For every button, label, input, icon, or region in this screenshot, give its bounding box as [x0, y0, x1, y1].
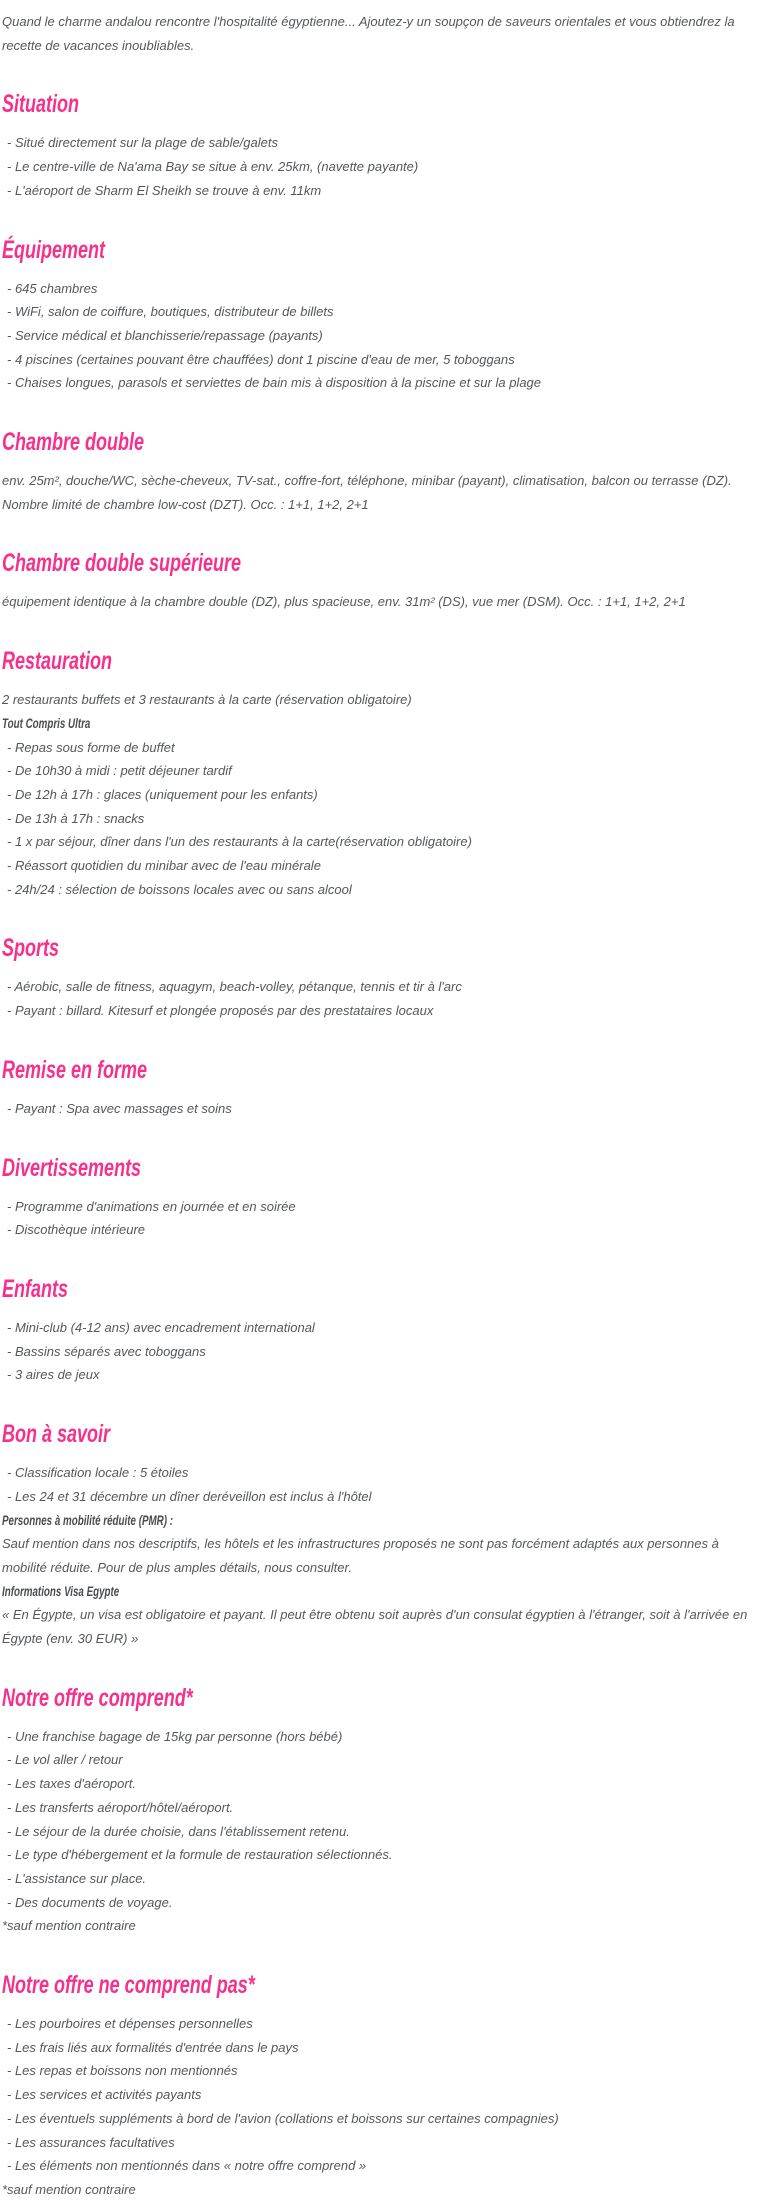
bullet-item: - 645 chambres [7, 280, 98, 296]
section-heading-sports: Sports [2, 934, 60, 963]
bullet-item: - Programme d'animations en journée et en soirée [7, 1198, 296, 1214]
bullet-item: - Des documents de voyage. [7, 1894, 173, 1910]
bullet-item: - WiFi, salon de coiffure, boutiques, distributeur de billets [7, 304, 334, 320]
section-equipement [2, 235, 748, 396]
bullet-item: - Discothèque intérieure [7, 1222, 146, 1238]
bullet-item: - Repas sous forme de buffet [7, 739, 175, 755]
text-paragraph: Sauf mention dans nos descriptifs, les hôtels et les infrastructures proposés ne sont pas forcément adaptés aux personnes à mobilité réduite. Pour de plus amples détails, nous consulter. [2, 1536, 719, 1575]
intro-block [2, 10, 748, 57]
section-chambre-double [2, 427, 748, 516]
bullet-item: - Les frais liés aux formalités d'entrée dans le pays [7, 2039, 299, 2055]
bullet-item: - Les transferts aéroport/hôtel/aéroport. [7, 1799, 234, 1815]
section-heading-notre-offre-comprend: Notre offre comprend* [2, 1683, 193, 1712]
bullet-item: - Payant : billard. Kitesurf et plongée proposés par des prestataires locaux [7, 1003, 434, 1019]
bullet-item: - Réassort quotidien du minibar avec de l'eau minérale [7, 858, 321, 874]
text-paragraph: env. 25m², douche/WC, sèche-cheveux, TV-sat., coffre-fort, téléphone, minibar (payant), climatisation, balcon ou terrasse (DZ). Nombre limité de chambre low-cost (DZT). Occ. : 1+1, 1+2, 2+1 [2, 473, 732, 512]
section-chambre-double-superieure [2, 548, 748, 614]
bullet-item: - Le type d'hébergement et la formule de restauration sélectionnés. [7, 1847, 393, 1863]
bullet-item: - L'assistance sur place. [7, 1870, 147, 1886]
text-paragraph: Quand le charme andalou rencontre l'hospitalité égyptienne... Ajoutez-y un soupçon de saveurs orientales et vous obtiendrez la recette de vacances inoubliables. [2, 14, 735, 53]
section-heading-chambre-double: Chambre double [2, 428, 145, 457]
section-remise-en-forme [2, 1055, 748, 1121]
bold-label: Personnes à mobilité réduite (PMR) : [2, 1511, 173, 1528]
bullet-item: - 1 x par séjour, dîner dans l'un des restaurants à la carte(réservation obligatoire) [7, 834, 472, 850]
section-heading-bon-a-savoir: Bon à savoir [2, 1420, 111, 1449]
bullet-item: - De 12h à 17h : glaces (uniquement pour les enfants) [7, 786, 318, 802]
bullet-item: - Les éléments non mentionnés dans « notre offre comprend » [7, 2158, 367, 2174]
section-heading-enfants: Enfants [2, 1274, 69, 1303]
bold-label: Informations Visa Egypte [2, 1582, 120, 1599]
bold-label: Tout Compris Ultra [2, 714, 91, 731]
bullet-item: - Bassins séparés avec toboggans [7, 1343, 206, 1359]
bullet-item: - Aérobic, salle de fitness, aquagym, beach-volley, pétanque, tennis et tir à l'arc [7, 979, 462, 995]
section-heading-situation: Situation [2, 90, 79, 119]
section-restauration [2, 646, 748, 901]
section-situation [2, 89, 748, 202]
text-paragraph: 2 restaurants buffets et 3 restaurants à la carte (réservation obligatoire) [2, 692, 412, 708]
text-paragraph: équipement identique à la chambre double (DZ), plus spacieuse, env. 31m² (DS), vue mer (DSM). Occ. : 1+1, 1+2, 2+1 [2, 594, 686, 610]
bullet-item: - Chaises longues, parasols et serviettes de bain mis à disposition à la piscine et sur la plage [7, 375, 542, 391]
bullet-item: - 24h/24 : sélection de boissons locales avec ou sans alcool [7, 881, 352, 897]
bullet-item: - Les services et activités payants [7, 2087, 202, 2103]
bullet-item: - Service médical et blanchisserie/repassage (payants) [7, 327, 323, 343]
bullet-item: - Payant : Spa avec massages et soins [7, 1100, 232, 1116]
bullet-item: - Mini-club (4-12 ans) avec encadrement international [7, 1319, 315, 1335]
text-paragraph: « En Égypte, un visa est obligatoire et payant. Il peut être obtenu soit auprès d'un consulat égyptien à l'étranger, soit à l'arrivée en Égypte (env. 30 EUR) » [2, 1607, 748, 1647]
bullet-item: - 4 piscines (certaines pouvant être chauffées) dont 1 piscine d'eau de mer, 5 toboggans [7, 351, 515, 367]
bullet-item: - Les repas et boissons non mentionnés [7, 2063, 238, 2079]
section-heading-divertissements: Divertissements [2, 1153, 142, 1182]
section-bon-a-savoir [2, 1419, 748, 1508]
bullet-item: - Une franchise bagage de 15kg par personne (hors bébé) [7, 1728, 343, 1744]
section-heading-chambre-double-superieure: Chambre double supérieure [2, 549, 242, 578]
section-sports [2, 933, 748, 1022]
section-heading-equipement: Équipement [2, 235, 106, 264]
bullet-item: - Situé directement sur la plage de sable/galets [7, 135, 278, 151]
bullet-item: - Le séjour de la durée choisie, dans l'établissement retenu. [7, 1823, 350, 1839]
section-heading-restauration: Restauration [2, 647, 113, 676]
bullet-item: - De 13h à 17h : snacks [7, 810, 145, 826]
section-notre-offre-comprend [2, 1683, 748, 1938]
section-enfants [2, 1274, 748, 1387]
section-divertissements [2, 1153, 748, 1242]
bullet-item: - Les 24 et 31 décembre un dîner deréveillon est inclus à l'hôtel [7, 1488, 372, 1504]
footnote: *sauf mention contraire [2, 1918, 136, 1934]
bullet-item: - Les assurances facultatives [7, 2134, 175, 2150]
bullet-item: - 3 aires de jeux [7, 1367, 100, 1383]
bullet-item: - De 10h30 à midi : petit déjeuner tardif [7, 763, 232, 779]
bullet-item: - Les pourboires et dépenses personnelles [7, 2016, 253, 2032]
section-notre-offre-ne-comprend-pas [2, 1970, 748, 2202]
note-block [2, 1509, 748, 1651]
section-heading-remise-en-forme: Remise en forme [2, 1055, 148, 1084]
bullet-item: - Le centre-ville de Na'ama Bay se situe à env. 25km, (navette payante) [7, 159, 419, 175]
bullet-item: - Le vol aller / retour [7, 1752, 123, 1768]
footnote: *sauf mention contraire [2, 2181, 136, 2197]
bullet-item: - Classification locale : 5 étoiles [7, 1465, 189, 1481]
bullet-item: - L'aéroport de Sharm El Sheikh se trouve à env. 11km [7, 182, 322, 198]
bullet-item: - Les taxes d'aéroport. [7, 1776, 136, 1792]
section-heading-notre-offre-ne-comprend-pas: Notre offre ne comprend pas* [2, 1971, 255, 2000]
bullet-item: - Les éventuels suppléments à bord de l'avion (collations et boissons sur certaines compagnies) [7, 2110, 559, 2126]
